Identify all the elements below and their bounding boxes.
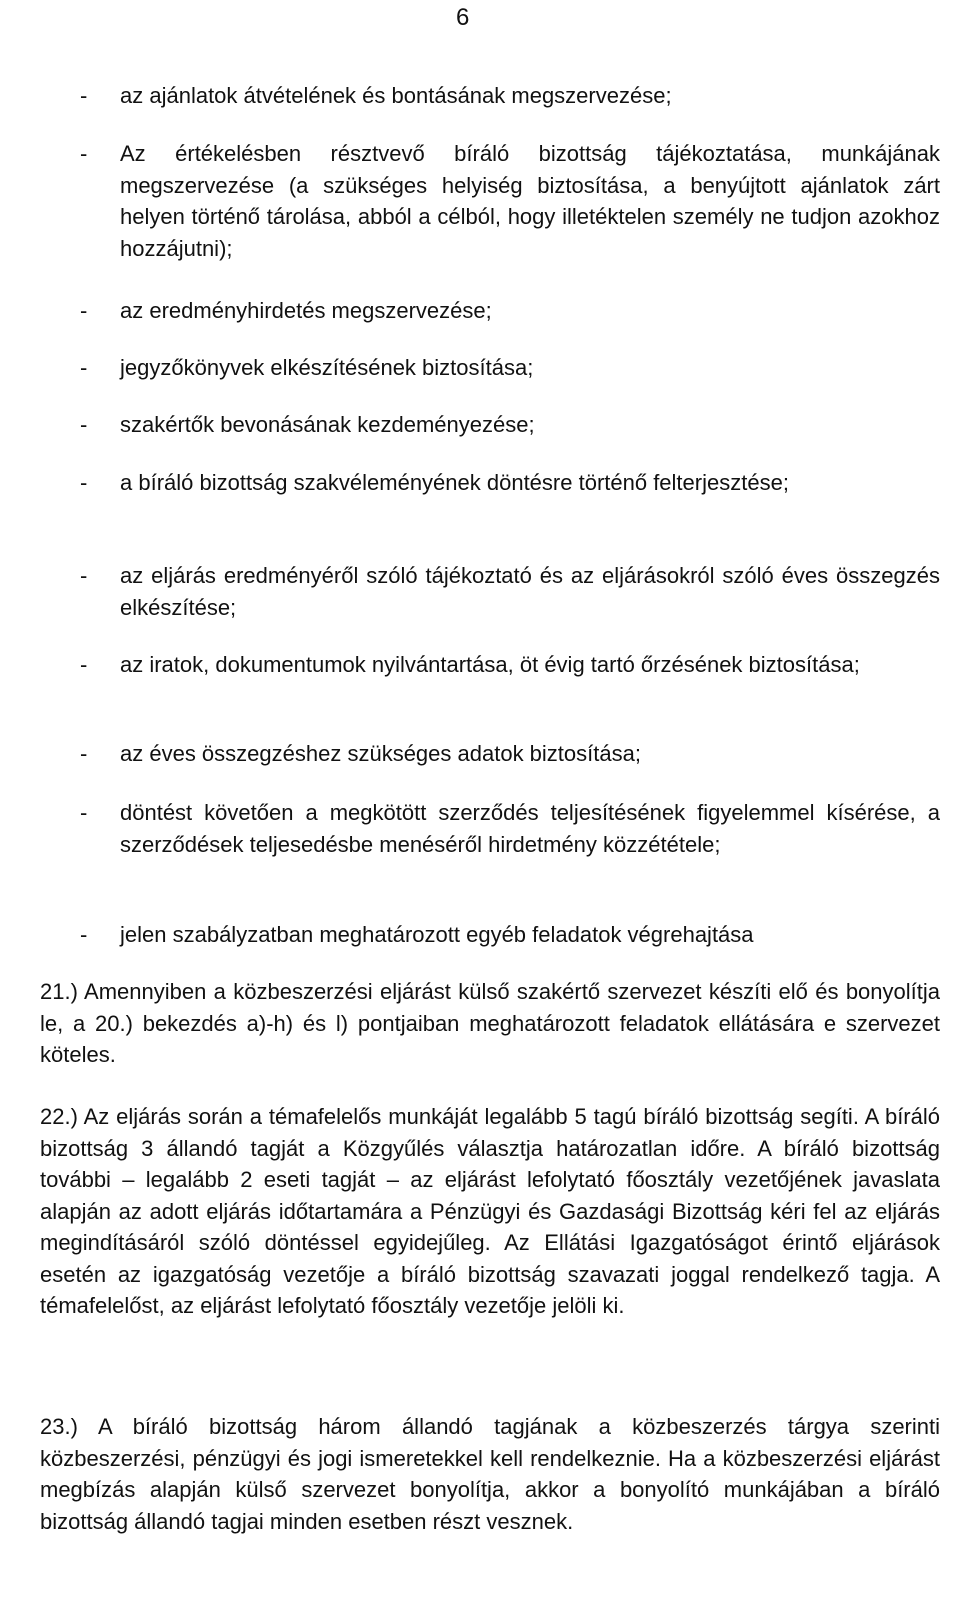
list-item-text: az éves összegzéshez szükséges adatok biztosítása; [120, 741, 641, 766]
list-item-text: az eredményhirdetés megszervezése; [120, 298, 492, 323]
list-item [80, 138, 940, 264]
list-item [80, 409, 940, 441]
list-item-text: jelen szabályzatban meghatározott egyéb feladatok végrehajtása [120, 922, 754, 947]
list-item [80, 649, 940, 681]
list-item-text: jegyzőkönyvek elkészítésének biztosítása; [120, 355, 534, 380]
paragraph-23: 23.) A bíráló bizottság három állandó tagjának a közbeszerzés tárgya szerinti közbeszerzési, pénzügyi és jogi ismeretekkel kell rendelkeznie. Ha a közbeszerzési eljárást megbízás alapján külső szervezet bonyolítja, akkor a bonyolító munkájában a bíráló bizottság állandó tagjai minden esetben részt vesznek. [40, 1414, 940, 1534]
list-dash: - [80, 741, 88, 766]
list-item [80, 467, 940, 499]
list-item-text: szakértők bevonásának kezdeményezése; [120, 412, 535, 437]
list-dash: - [80, 298, 88, 323]
list-dash: - [80, 800, 88, 825]
list-item [80, 352, 940, 384]
list-dash: - [80, 412, 88, 437]
list-item-text: Az értékelésben résztvevő bíráló bizottság tájékoztatása, munkájának megszervezése (a szükséges helyiség biztosítása, a benyújtott ajánlatok zárt helyen történő tárolása, abból a célból, hogy illetéktelen személy ne tudjon azokhoz hozzájutni); [120, 141, 940, 261]
list-item [80, 797, 940, 860]
list-item [80, 80, 940, 112]
list-dash: - [80, 470, 88, 495]
list-item [80, 560, 940, 623]
list-item [80, 295, 940, 327]
page-number: 6 [456, 4, 470, 31]
list-item-text: az eljárás eredményéről szóló tájékoztató és az eljárásokról szóló éves összegzés elkészítése; [120, 563, 940, 620]
list-dash: - [80, 141, 88, 166]
list-item-text: az iratok, dokumentumok nyilvántartása, öt évig tartó őrzésének biztosítása; [120, 652, 860, 677]
list-item [80, 738, 940, 770]
list-dash: - [80, 563, 88, 588]
list-dash: - [80, 83, 88, 108]
list-item-text: döntést követően a megkötött szerződés teljesítésének figyelemmel kísérése, a szerződések teljesedésbe menéséről hirdetmény közzététele; [120, 800, 940, 857]
paragraph-21: 21.) Amennyiben a közbeszerzési eljárást külső szakértő szervezet készíti elő és bonyolítja le, a 20.) bekezdés a)-h) és l) pontjaiban meghatározott feladatok ellátására e szervezet köteles. [40, 979, 940, 1067]
list-dash: - [80, 652, 88, 677]
list-item [80, 919, 940, 951]
list-item-text: az ajánlatok átvételének és bontásának megszervezése; [120, 83, 672, 108]
list-item-text: a bíráló bizottság szakvéleményének döntésre történő felterjesztése; [120, 470, 789, 495]
paragraph-22: 22.) Az eljárás során a témafelelős munkáját legalább 5 tagú bíráló bizottság segíti. A bíráló bizottság 3 állandó tagját a Közgyűlés választja határozatlan időre. A bíráló bizottság további – legalább 2 eseti tagját – az eljárást lefolytató főosztály vezetőjének javaslata alapján az adott eljárás időtartamára a Pénzügyi és Gazdasági Bizottság kéri fel az eljárás megindításáról szóló döntéssel egyidejűleg. Az Ellátási Igazgatóságot érintő eljárások esetén az igazgatóság vezetője a bíráló bizottság szavazati joggal rendelkező tagja. A témafelelőst, az eljárást lefolytató főosztály vezetője jelöli ki. [40, 1104, 940, 1318]
list-dash: - [80, 922, 88, 947]
list-dash: - [80, 355, 88, 380]
